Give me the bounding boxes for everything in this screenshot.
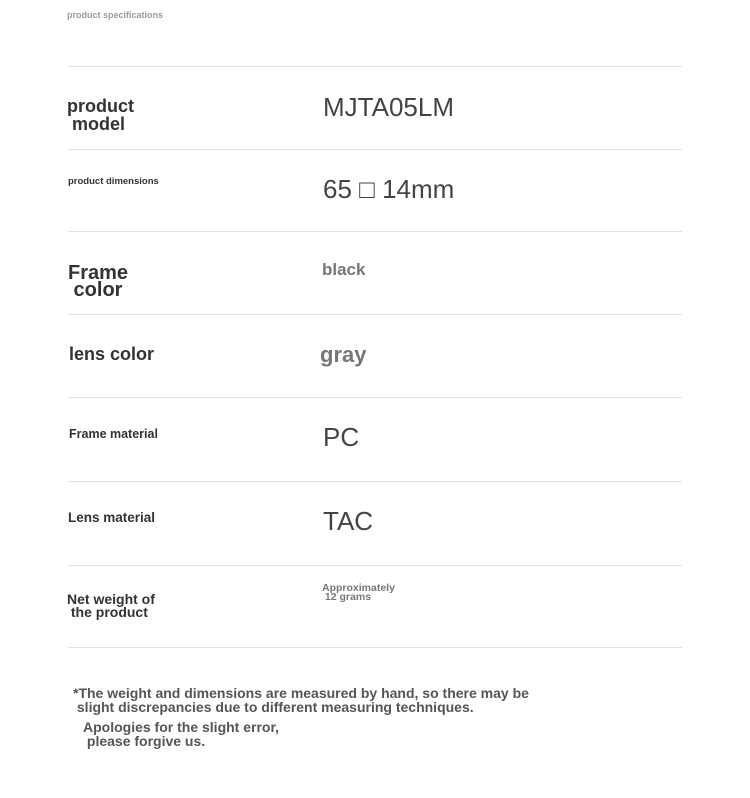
divider-3 — [68, 314, 682, 315]
spec-label-frame-color: Frame color — [68, 262, 129, 301]
divider-6 — [68, 565, 682, 566]
spec-value-frame-material: PC — [323, 422, 360, 452]
spec-value-product-dimensions: 65 □ 14mm — [323, 174, 455, 204]
divider-5 — [68, 481, 682, 482]
measurement-note: *The weight and dimensions are measured by hand, so there may be slight discrepancies due to different measuring techniques. — [73, 685, 529, 715]
divider-2 — [68, 231, 682, 232]
spec-label-frame-material: Frame material — [69, 427, 158, 441]
spec-label-product-model: product model — [67, 96, 134, 134]
spec-value-lens-color: gray — [320, 342, 367, 367]
spec-label-product-dimensions: product dimensions — [68, 176, 159, 187]
spec-value-product-model: MJTA05LM — [323, 92, 454, 122]
divider-top — [68, 66, 682, 67]
spec-label-lens-color: lens color — [69, 344, 155, 364]
apology-note: Apologies for the slight error, please forgive us. — [83, 719, 280, 749]
divider-7 — [68, 647, 682, 648]
page-heading: product specifications — [67, 10, 164, 20]
spec-value-net-weight: Approximately 12 grams — [322, 582, 395, 603]
divider-4 — [68, 397, 682, 398]
spec-label-net-weight: Net weight of the product — [67, 591, 155, 620]
spec-value-lens-material: TAC — [323, 506, 374, 536]
spec-value-frame-color: black — [322, 260, 366, 279]
spec-label-lens-material: Lens material — [68, 510, 156, 525]
divider-1 — [68, 149, 682, 150]
